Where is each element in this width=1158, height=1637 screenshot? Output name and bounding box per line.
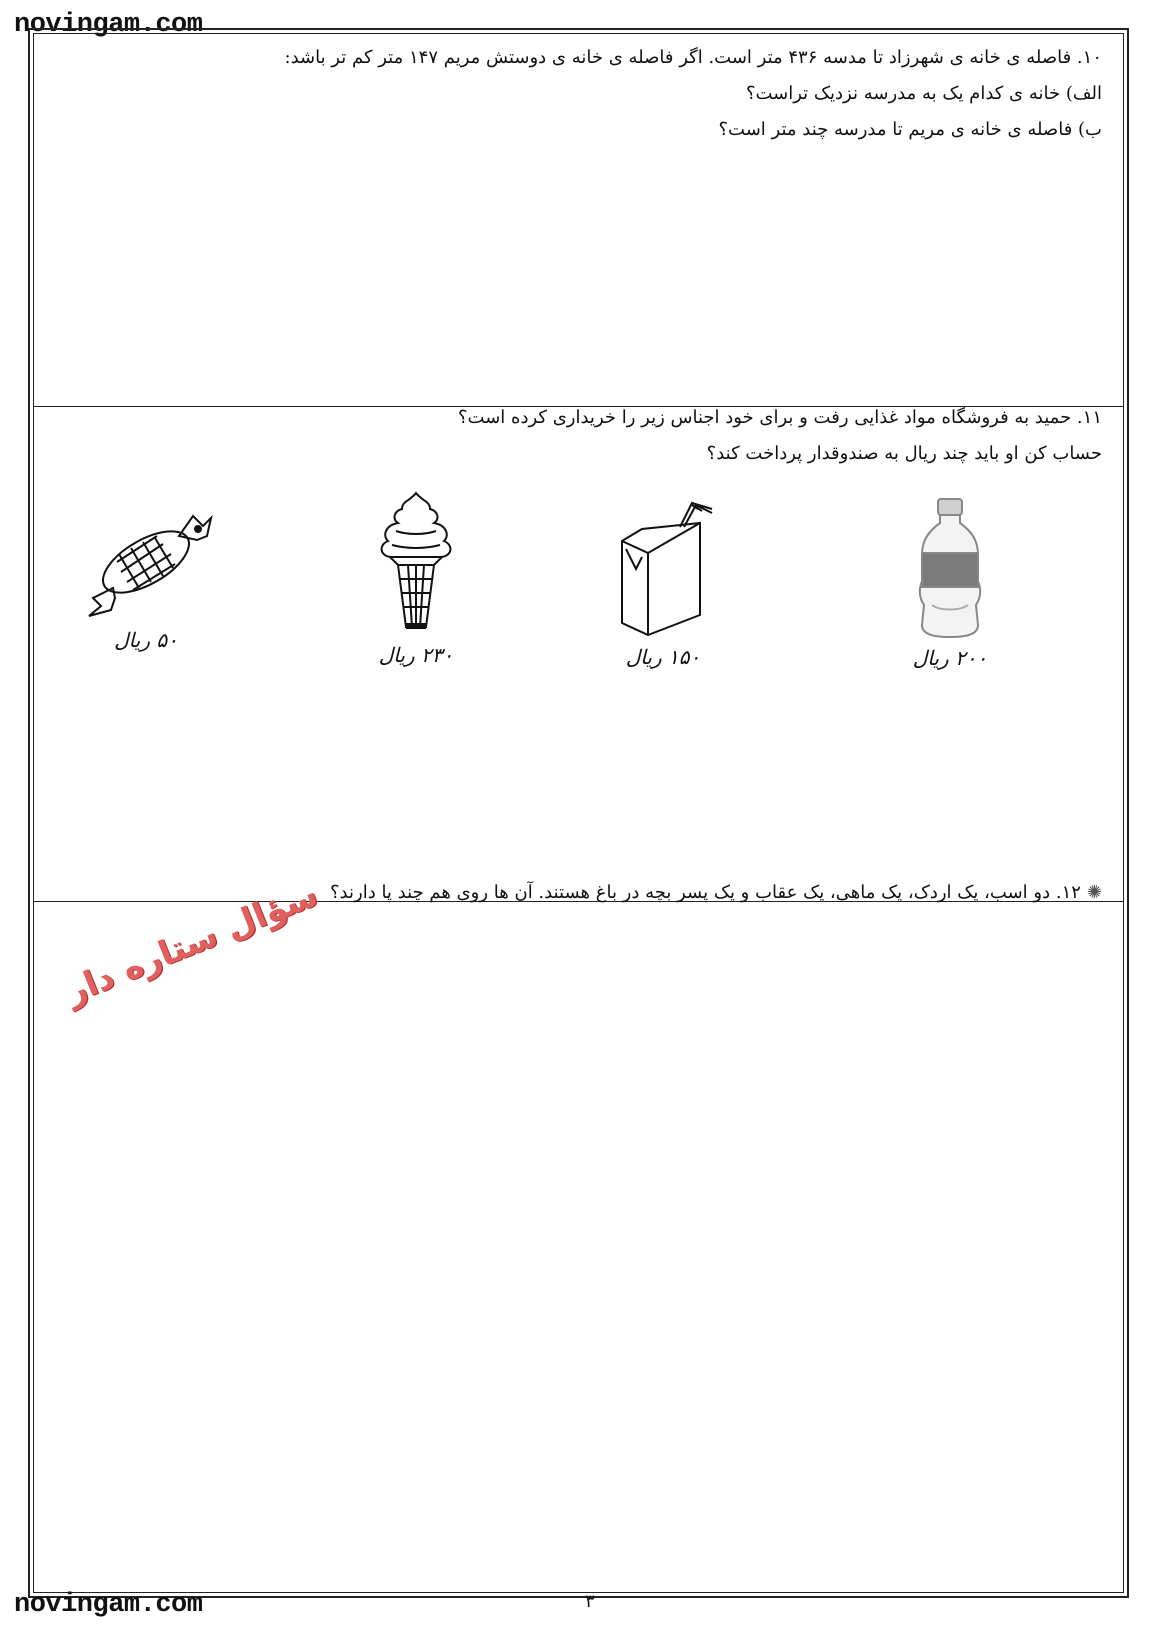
item-ice-cream [331,487,501,667]
question-11-section [33,407,1124,902]
star-icon: ✺ [1086,882,1102,903]
question-12-text [330,882,1102,903]
price-candy: ۵۰ ریال [114,628,178,652]
question-12-section [33,882,1124,1593]
item-bottle [865,495,1035,670]
question-10-section [33,33,1124,407]
bottle-icon [910,495,990,640]
price-ice-cream: ۲۳۰ ریال [378,643,454,667]
price-bottle: ۲۰۰ ریال [912,646,988,670]
watermark-top: novingam.com [14,10,203,40]
page-number: ۳ [585,1591,595,1612]
ice-cream-icon [366,487,466,637]
question-12-label: ۱۲. دو اسب، یک اردک، یک ماهی، یک عقاب و یک پسر بچه در باغ هستند. آن ها روی هم چند پا دارند؟ [330,882,1081,903]
question-10-part-a: الف) خانه ی کدام یک به مدرسه نزدیک تراست؟ [745,83,1102,104]
question-11-instruction: حساب کن او باید چند ریال به صندوقدار پرداخت کند؟ [706,443,1102,464]
item-candy [61,502,231,652]
candy-icon [71,502,221,622]
juice-box-icon [608,499,718,639]
item-juice-box [578,499,748,669]
watermark-bottom: novingam.com [14,1590,203,1620]
question-10-part-b: ب) فاصله ی خانه ی مریم تا مدرسه چند متر است؟ [718,119,1102,140]
starred-question-stamp: سؤال ستاره دار [60,874,324,1013]
question-10-text: ۱۰. فاصله ی خانه ی شهرزاد تا مدسه ۴۳۶ متر است. اگر فاصله ی خانه ی دوستش مریم ۱۴۷ متر کم تر باشد: [284,47,1102,68]
price-juice-box: ۱۵۰ ریال [625,645,701,669]
question-11-text: ۱۱. حمید به فروشگاه مواد غذایی رفت و برای خود اجناس زیر را خریداری کرده است؟ [458,407,1102,428]
